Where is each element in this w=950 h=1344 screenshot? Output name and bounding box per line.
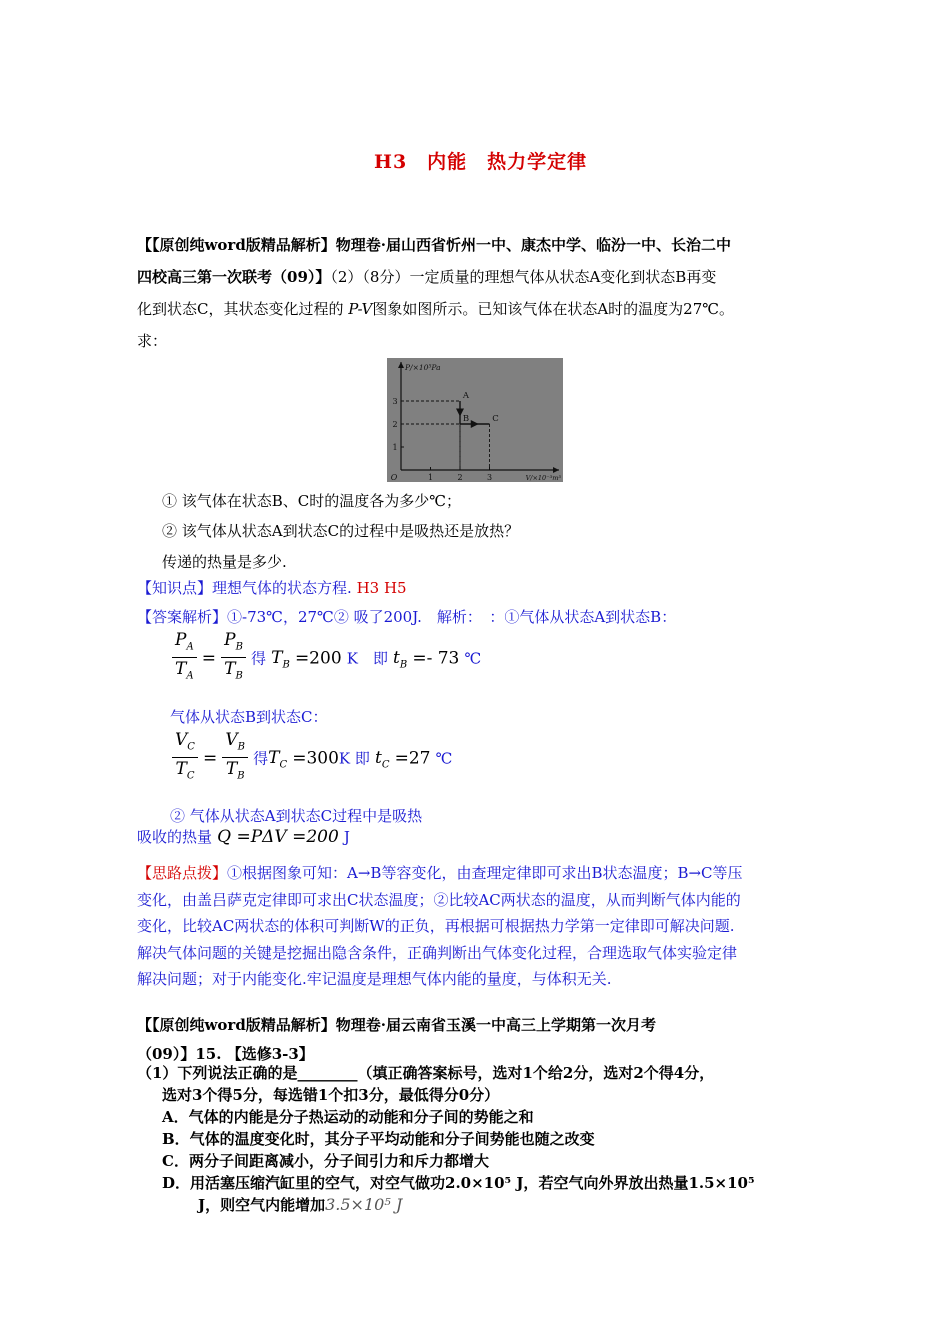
q1-step2: ② 气体从状态A到状态C过程中是吸热 — [170, 807, 423, 825]
q1-stem-part-a: 化到状态C，其状态变化过程的 — [137, 300, 349, 318]
q1-stem-line3 — [137, 293, 734, 325]
y-tick-label: 3 — [392, 397, 398, 406]
x-tick-label: 1 — [427, 473, 434, 482]
x-tick-label: 2 — [457, 473, 463, 482]
q1-hint-line2: 变化，由盖吕萨克定律即可求出C状态温度；②比较AC两状态的温度，从而判断气体内能的 — [137, 891, 741, 909]
eq2-de: 得 — [253, 749, 269, 768]
answer-label: 【答案解析】 — [137, 608, 228, 626]
eq1-temp-unit: ℃ — [464, 649, 482, 668]
eq1-t-symbol: T — [271, 648, 283, 669]
q1-hint-line4: 解决气体问题的关键是挖掘出隐含条件，正确判断出气体变化过程，合理选取气体实验定律 — [137, 944, 738, 962]
q1-stem-start: （2）（8分）一定质量的理想气体从状态A变化到状态B再变 — [330, 268, 717, 286]
q1-source: 四校高三第一次联考（09）】 — [137, 268, 331, 286]
knowledge-codes: H3 H5 — [356, 579, 407, 597]
eq1-small-t-sub: B — [399, 659, 408, 671]
eq1-value: =200 — [294, 648, 342, 669]
hint-label: 【思路点拨】 — [137, 864, 228, 882]
q2-option-d-line2 — [198, 1194, 402, 1216]
q1-bc-text: 气体从状态B到状态C： — [170, 708, 328, 726]
y-tick-label: 2 — [392, 420, 398, 429]
hint-text-1: ①根据图象可知：A→B等容变化，由查理定律即可求出B状态温度；B→C等压 — [227, 864, 743, 882]
q2-option-c: C．两分子间距离减小，分子间引力和斥力都增大 — [162, 1152, 489, 1170]
q1-pv-label: P-V — [348, 300, 373, 318]
q1-answer — [137, 601, 676, 633]
y-axis-label: P/×10⁵Pa — [405, 363, 441, 372]
q1-header-line2 — [137, 261, 716, 293]
eq1-small-t: t — [393, 648, 400, 669]
q2-stem-line1: （1）下列说法正确的是________（填正确答案标号，选对1个给2分，选对2个得4分， — [137, 1064, 715, 1082]
fraction-vb-tb: $\frac{V_B}{T_B}$ — [222, 730, 248, 788]
q2-stem-line2: 选对3个得5分，每选错1个扣3分，最低得分0分） — [162, 1086, 500, 1104]
equation-ab: $\frac{P_A}{T_A}$ = $\frac{P_B}{T_B}$ 得 $T_B =200$ K 即 $t_B =- 73$ ℃ — [172, 630, 481, 688]
eq1-de: 得 — [251, 649, 267, 668]
option-d-value: 3.5×10⁵ J — [325, 1195, 403, 1214]
q2-option-b: B．气体的温度变化时，其分子平均动能和分子间势能也随之改变 — [162, 1130, 595, 1148]
origin-label: O — [390, 473, 398, 482]
point-label-a: A — [462, 391, 470, 401]
q1-subquestion-2: ② 该气体从状态A到状态C的过程中是吸热还是放热？ — [162, 522, 520, 540]
fraction-pa-ta: $\frac{P_A}{T_A}$ — [172, 630, 197, 688]
q1-subquestion-3: 传递的热量是多少. — [162, 553, 287, 571]
eq2-temp-unit: ℃ — [435, 749, 453, 768]
pv-chart-svg — [387, 358, 563, 482]
option-d-text: J，则空气内能增加 — [198, 1196, 326, 1214]
x-axis-label: V/×10⁻³m³ — [525, 474, 561, 482]
q1-stem-line4: 求： — [137, 332, 168, 350]
eq2-temp-value: =27 — [394, 748, 431, 769]
point-label-b: B — [462, 414, 470, 424]
x-tick-label: 3 — [486, 473, 493, 482]
y-tick-label: 1 — [392, 443, 398, 452]
q2-option-d-line1: D．用活塞压缩汽缸里的空气，对空气做功2.0×10⁵ J，若空气向外界放出热量1.5×10⁵ — [162, 1174, 755, 1192]
q1-hint-line3: 变化，比较AC两状态的体积可判断W的正负，再根据可根据热力学第一定律即可解决问题. — [137, 917, 735, 935]
knowledge-label: 【知识点】 — [137, 579, 213, 597]
eq1-temp-value: =- 73 — [412, 648, 460, 669]
q1-hint-line5: 解决问题；对于内能变化.牢记温度是理想气体内能的量度，与体积无关. — [137, 970, 612, 988]
answer-text: ①-73℃，27℃② 吸了200J. 解析： ：①气体从状态A到状态B： — [227, 608, 677, 626]
q1-subquestion-1: ① 该气体在状态B、C时的温度各为多少℃； — [162, 492, 462, 510]
q2-header-line2: （09）】15. 【选修3-3】 — [137, 1045, 314, 1063]
eq1-t-sub: B — [282, 659, 290, 671]
equation-bc: $\frac{V_C}{T_C}$ = $\frac{V_B}{T_B}$ 得$T_C =300K$ 即 $t_C =27$ ℃ — [172, 730, 452, 788]
q2-option-a: A．气体的内能是分子热运动的动能和分子间的势能之和 — [162, 1108, 534, 1126]
fraction-pb-tb: $\frac{P_B}{T_B}$ — [221, 630, 246, 688]
knowledge-text: 理想气体的状态方程. — [212, 579, 352, 597]
heat-equation: Q =PΔV =200 — [217, 827, 339, 847]
heat-label: 吸收的热量 — [137, 828, 213, 846]
q2-header-line1: 【【原创纯word版精品解析】物理卷·届云南省玉溪一中高三上学期第一次月考 — [137, 1016, 657, 1034]
eq2-unit: K 即 — [338, 749, 370, 768]
page-title: H3 内能 热力学定律 — [374, 151, 588, 173]
eq1-unit: K 即 — [346, 649, 388, 668]
q1-heat-line — [137, 826, 350, 847]
point-label-c: C — [492, 414, 499, 424]
pv-chart — [387, 358, 563, 482]
q1-knowledge — [137, 572, 407, 604]
q1-stem-part-b: 图象如图所示。已知该气体在状态A时的温度为27℃。 — [372, 300, 735, 318]
q1-header-line1: 【【原创纯word版精品解析】物理卷·届山西省忻州一中、康杰中学、临汾一中、长治二中 — [137, 236, 732, 254]
heat-unit: J — [343, 828, 350, 846]
eq2-value: =300 — [292, 748, 339, 769]
fraction-vc-tc: $\frac{V_C}{T_C}$ — [172, 730, 198, 788]
chart-background — [387, 358, 563, 482]
